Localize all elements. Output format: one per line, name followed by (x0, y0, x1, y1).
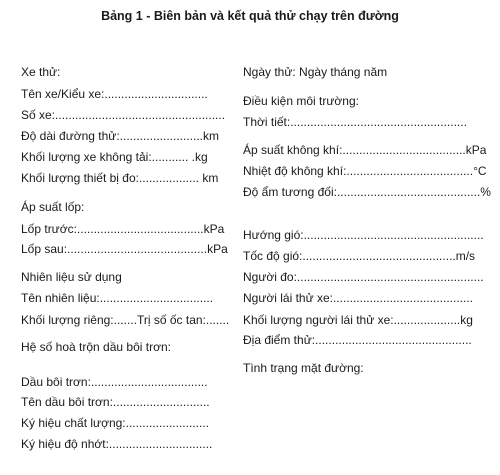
field-unladen-mass: Khối lượng xe không tải:........... .kg (21, 150, 208, 164)
field-lubricant-name: Tên dầu bôi trơn:............................. (21, 395, 210, 409)
field-front-tyre: Lốp trước:......................................kPa (21, 222, 225, 236)
field-test-driver: Người lái thử xe:.......................................... (243, 291, 473, 305)
field-relative-humidity: Độ ẩm tương đối:...........................................% (243, 185, 491, 199)
label-fuel-used: Nhiên liệu sử dụng (21, 270, 122, 284)
field-wind-speed: Tốc độ gió:..............................................m/s (243, 249, 476, 263)
field-vehicle-number: Số xe:................................................... (21, 108, 226, 122)
label-lubricant-mix-ratio: Hệ số hoà trộn dầu bôi trơn: (21, 340, 171, 354)
label-tyre-pressure: Áp suất lốp: (21, 200, 85, 214)
field-vehicle-name-model: Tên xe/Kiểu xe:............................... (21, 87, 208, 101)
field-test-road-length: Độ dài đường thử:.........................km (21, 129, 219, 143)
field-measurer: Người đo:........................................................ (243, 270, 484, 284)
field-equipment-mass: Khối lượng thiết bị đo:.................. km (21, 171, 219, 185)
field-air-pressure: Áp suất không khí:.....................................kPa (243, 143, 487, 157)
field-wind-direction: Hướng gió:...................................................... (243, 228, 484, 242)
field-fuel-name: Tên nhiên liệu:.................................. (21, 291, 214, 305)
field-test-location: Địa điểm thử:............................................... (243, 333, 472, 347)
field-viscosity-grade: Ký hiệu độ nhớt:............................... (21, 437, 213, 451)
field-test-date: Ngày thử: Ngày tháng năm (243, 65, 388, 79)
label-environment-conditions: Điều kiện môi trường: (243, 94, 359, 108)
field-air-temperature: Nhiệt độ không khí:......................................°C (243, 164, 487, 178)
label-road-surface-condition: Tình trạng mặt đường: (243, 361, 364, 375)
field-driver-mass: Khối lượng người lái thử xe:....................kg (243, 313, 473, 327)
label-test-vehicle: Xe thử: (21, 65, 61, 79)
table-title: Bảng 1 - Biên bản và kết quả thử chạy trên đường (101, 9, 399, 23)
field-lubricant: Dầu bôi trơn:................................... (21, 375, 208, 389)
field-density-octane: Khối lượng riêng:.......Trị số ốc tan:....... (21, 313, 230, 327)
field-rear-tyre: Lốp sau:..........................................kPa (21, 242, 228, 256)
field-quality-grade: Ký hiệu chất lượng:......................... (21, 416, 209, 430)
field-weather: Thời tiết:..................................................... (243, 115, 467, 129)
